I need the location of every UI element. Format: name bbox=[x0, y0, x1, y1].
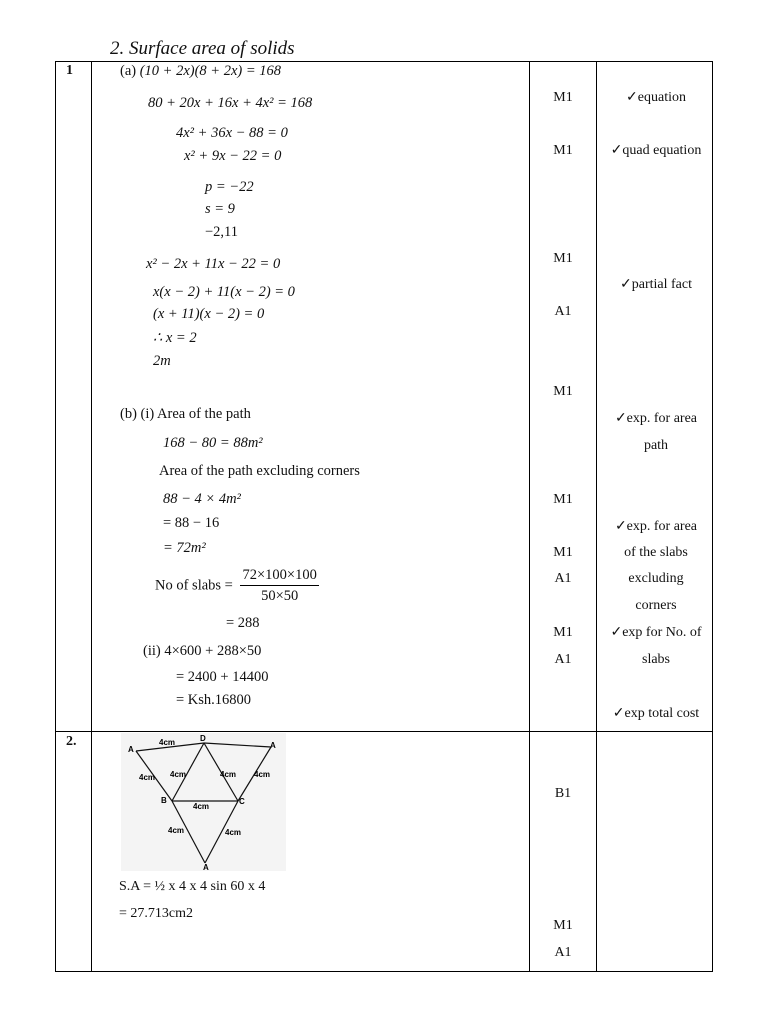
mark-comment: ✓exp. for area bbox=[614, 519, 698, 534]
working-line: x(x − 2) + 11(x − 2) = 0 bbox=[153, 284, 295, 300]
working-line: = 88 − 16 bbox=[163, 515, 220, 531]
working-line: 4x² + 36x − 88 = 0 bbox=[176, 125, 288, 141]
mark-comment: slabs bbox=[642, 652, 670, 667]
mark-comment: ✓quad equation bbox=[610, 143, 702, 158]
edge-length-label: 4cm bbox=[254, 770, 271, 779]
mark-comment: ✓partial fact bbox=[620, 277, 692, 292]
mark-award: A1 bbox=[554, 571, 572, 586]
column-divider bbox=[596, 61, 597, 972]
equation: (10 + 2x)(8 + 2x) = 168 bbox=[139, 63, 282, 79]
vertex-label: A bbox=[270, 741, 276, 750]
working-line: S.A = ½ x 4 x 4 sin 60 x 4 bbox=[119, 879, 266, 894]
working-line: 168 − 80 = 88m² bbox=[163, 435, 263, 451]
mark-award: M1 bbox=[553, 918, 573, 933]
working-line: (ii) 4×600 + 288×50 bbox=[143, 643, 262, 659]
working-line: s = 9 bbox=[205, 201, 235, 217]
working-line: x² + 9x − 22 = 0 bbox=[184, 148, 282, 164]
mark-award: A1 bbox=[554, 652, 572, 667]
mark-award: M1 bbox=[553, 90, 573, 105]
mark-comment: ✓equation bbox=[626, 90, 686, 105]
mark-award: B1 bbox=[554, 786, 572, 801]
mark-award: A1 bbox=[554, 304, 572, 319]
slabs-label: No of slabs = bbox=[155, 577, 233, 594]
working-line: 80 + 20x + 16x + 4x² = 168 bbox=[148, 95, 313, 111]
question-number: 2. bbox=[66, 734, 77, 749]
column-divider bbox=[529, 61, 530, 972]
fraction bbox=[240, 567, 318, 605]
fraction-denominator: 50×50 bbox=[261, 588, 299, 604]
edge-length-label: 4cm bbox=[168, 826, 185, 835]
page-title: 2. Surface area of solids bbox=[110, 38, 295, 59]
working-line: p = −22 bbox=[205, 179, 254, 195]
column-divider bbox=[91, 61, 92, 972]
working-line: ∴ x = 2 bbox=[153, 330, 197, 346]
edge-length-label: 4cm bbox=[193, 802, 210, 811]
question-number: 1 bbox=[66, 63, 73, 78]
working-line: = 2400 + 14400 bbox=[176, 669, 269, 685]
mark-comment: corners bbox=[635, 598, 677, 613]
vertex-label: D bbox=[200, 734, 206, 743]
working-line: 88 − 4 × 4m² bbox=[163, 491, 241, 507]
mark-comment: ✓exp. for area bbox=[614, 411, 698, 426]
working-line bbox=[120, 63, 281, 80]
mark-award: M1 bbox=[553, 492, 573, 507]
vertex-label: C bbox=[239, 797, 245, 806]
mark-award: A1 bbox=[554, 945, 572, 960]
edge-length-label: 4cm bbox=[139, 773, 156, 782]
working-line: −2,11 bbox=[205, 224, 239, 240]
vertex-label: A bbox=[203, 863, 209, 871]
working-line: Area of the path excluding corners bbox=[159, 463, 360, 479]
mark-award: M1 bbox=[553, 625, 573, 640]
working-line: = 27.713cm2 bbox=[119, 906, 193, 921]
mark-comment: ✓exp for No. of bbox=[610, 625, 702, 640]
edge-length-label: 4cm bbox=[220, 770, 237, 779]
part-heading: (b) (i) Area of the path bbox=[120, 406, 251, 422]
mark-comment: path bbox=[643, 438, 669, 453]
working-line: = Ksh.16800 bbox=[176, 692, 252, 708]
part-label: (a) bbox=[120, 63, 140, 79]
working-line: = 72m² bbox=[163, 540, 206, 556]
mark-comment: of the slabs bbox=[624, 545, 688, 560]
vertex-label: B bbox=[161, 796, 167, 805]
tetrahedron-net-diagram bbox=[121, 733, 286, 871]
mark-comment: excluding bbox=[628, 571, 684, 586]
mark-award: M1 bbox=[553, 545, 573, 560]
fraction-numerator: 72×100×100 bbox=[240, 567, 318, 586]
working-line: = 288 bbox=[226, 615, 260, 631]
mark-award: M1 bbox=[553, 384, 573, 399]
mark-comment: ✓exp total cost bbox=[612, 706, 700, 721]
mark-award: M1 bbox=[553, 251, 573, 266]
edge-length-label: 4cm bbox=[225, 828, 242, 837]
slabs-formula bbox=[155, 567, 319, 605]
row-divider bbox=[55, 731, 713, 732]
mark-award: M1 bbox=[553, 143, 573, 158]
edge-length-label: 4cm bbox=[170, 770, 187, 779]
working-line: x² − 2x + 11x − 22 = 0 bbox=[146, 256, 281, 272]
working-line: (x + 11)(x − 2) = 0 bbox=[153, 306, 265, 322]
working-line: 2m bbox=[153, 353, 171, 369]
vertex-label: A bbox=[128, 745, 134, 754]
edge-length-label: 4cm bbox=[159, 738, 176, 747]
